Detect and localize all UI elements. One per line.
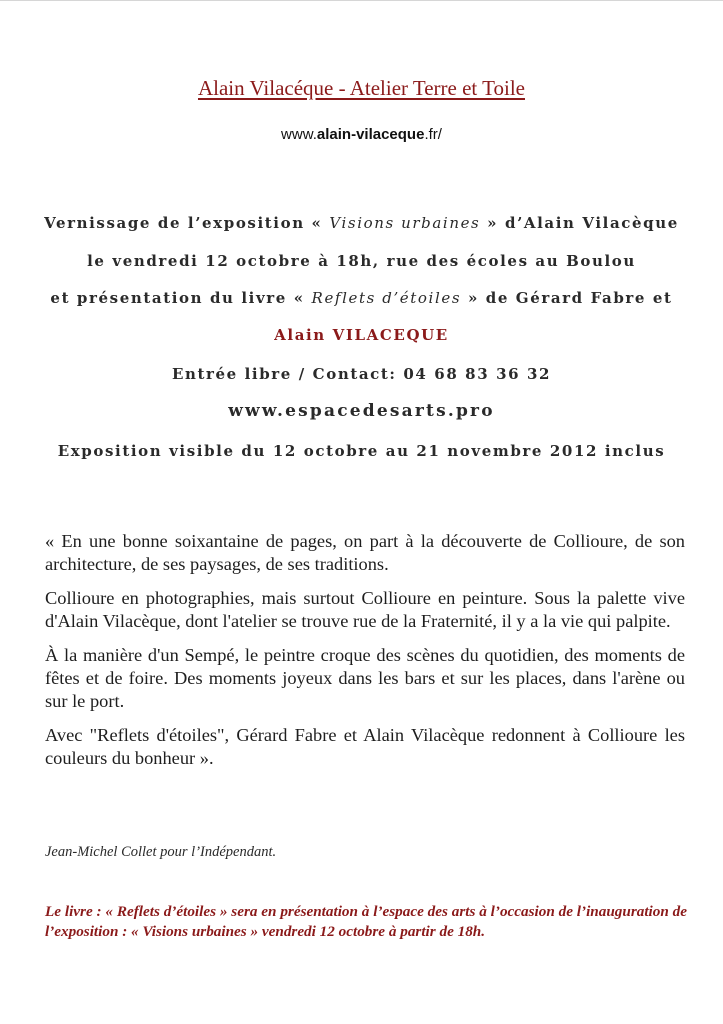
quote-paragraph: Collioure en photographies, mais surtout Collioure en peinture. Sous la palette vive d'Alain Vilacèque, dont l'atelier se trouve rue de la Fraternité, il y a la vie qui palpite.	[45, 588, 685, 631]
quote-paragraph: À la manière d'un Sempé, le peintre croque des scènes du quotidien, des moments de fêtes et de foire. Des moments joyeux dans les bars et sur les places, dans l'arène ou sur le port.	[45, 645, 685, 711]
event-line3-end: » de Gérard Fabre et	[461, 289, 673, 307]
website-url[interactable]	[0, 125, 723, 145]
quote-paragraph: « En une bonne soixantaine de pages, on part à la découverte de Collioure, de son architecture, de ses paysages, de ses traditions.	[45, 531, 685, 574]
footer-note: Le livre : « Reflets d’étoiles » sera en présentation à l’espace des arts à l’occasion de l’inauguration de l’exposition : « Visions urbaines » vendredi 12 octobre à partir de 18h.	[45, 903, 687, 940]
event-line-date: le vendredi 12 octobre à 18h, rue des écoles au Boulou	[87, 252, 636, 270]
website-domain: alain-vilaceque	[316, 126, 425, 143]
website-prefix: www.	[281, 126, 317, 143]
event-line-contact: Entrée libre / Contact: 04 68 83 36 32	[171, 365, 552, 383]
quote-signature: Jean-Michel Collet pour l’Indépendant.	[45, 844, 277, 860]
event-line-dates: Exposition visible du 12 octobre au 21 novembre 2012 inclus	[57, 442, 666, 460]
event-line1-start: Vernissage de l’exposition «	[44, 214, 330, 232]
event-line-book	[0, 287, 723, 309]
quote-paragraph: Avec "Reflets d'étoiles", Gérard Fabre et Alain Vilacèque redonnent à Collioure les couleurs du bonheur ».	[45, 725, 685, 768]
event-line-vernissage	[0, 212, 723, 234]
website-suffix: .fr/	[424, 126, 442, 143]
top-border-line	[0, 0, 723, 1]
exhibition-title: Visions urbaines	[329, 214, 481, 232]
event-line-author: Alain VILACEQUE	[274, 326, 449, 344]
event-website-link[interactable]: www.espacedesarts.pro	[228, 401, 495, 421]
event-line3-start: et présentation du livre «	[50, 289, 312, 307]
event-line1-end: » d’Alain Vilacèque	[480, 214, 679, 232]
review-quote	[45, 530, 685, 781]
page-title[interactable]: Alain Vilacéque - Atelier Terre et Toile	[197, 76, 525, 100]
book-title: Reflets d’étoiles	[311, 289, 462, 307]
